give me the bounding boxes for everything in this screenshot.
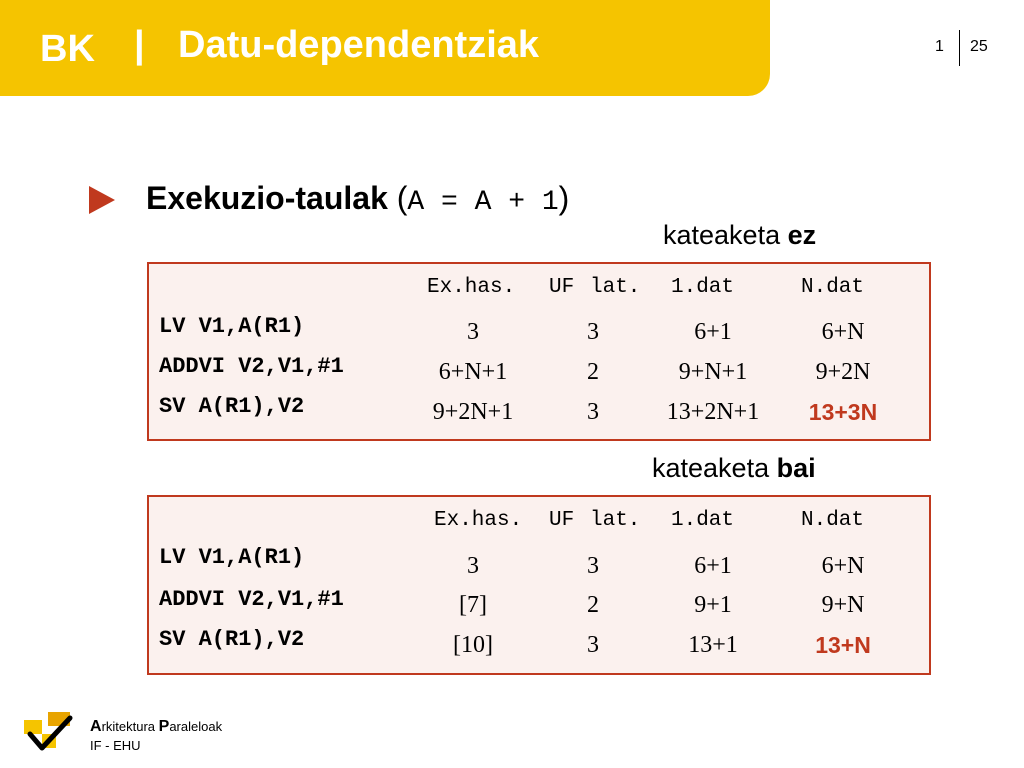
page-current: 1 [935, 38, 944, 55]
page-total: 25 [970, 38, 988, 55]
first-data-cell: 13+1 [688, 632, 738, 658]
chaining-label-yes [652, 453, 816, 484]
total-time-cell: 13+N [815, 632, 871, 658]
instruction-cell: SV A(R1),V2 [159, 394, 305, 419]
heading-title: Exekuzio-taulak [146, 180, 388, 216]
uf-cell: 3 [587, 632, 599, 658]
page-divider [959, 30, 960, 66]
execution-table-with-chaining [147, 495, 931, 675]
university-logo-icon [24, 712, 74, 754]
heading-open-paren: ( [387, 180, 408, 216]
exhas-cell: 3 [467, 553, 479, 579]
bullet-triangle-icon [89, 186, 115, 214]
slide-title: Datu-dependentziak [178, 24, 540, 66]
uf-cell: 2 [587, 359, 599, 385]
first-data-cell: 13+2N+1 [666, 399, 760, 425]
col-header-lat: lat. [590, 276, 641, 299]
uf-cell: 2 [587, 592, 599, 618]
uf-cell: 3 [587, 399, 599, 425]
instruction-cell: LV V1,A(R1) [159, 314, 305, 339]
heading-close-paren: ) [558, 180, 570, 216]
footer-institution: IF - EHU [90, 738, 141, 753]
header-short: BK [40, 28, 95, 70]
chaining-label-text: kateaketa [663, 220, 788, 250]
col-header-last-data: N.dat [801, 509, 865, 532]
chaining-label-no [663, 220, 816, 251]
exhas-cell: 6+N+1 [438, 359, 508, 385]
instruction-cell: ADDVI V2,V1,#1 [159, 587, 344, 612]
last-data-cell: 9+N [821, 592, 865, 618]
first-data-cell: 6+1 [694, 553, 732, 579]
chaining-label-text: kateaketa [652, 453, 777, 483]
uf-cell: 3 [587, 319, 599, 345]
execution-table-no-chaining [147, 262, 931, 441]
col-header-exhas: Ex.has. [434, 509, 523, 532]
chaining-value: bai [776, 453, 816, 483]
footer-course-name: Arkitektura Paraleloak [90, 718, 223, 735]
instruction-cell: LV V1,A(R1) [159, 545, 305, 570]
col-header-uf: UF [549, 276, 575, 299]
col-header-last-data: N.dat [801, 276, 865, 299]
last-data-cell: 6+N [821, 319, 865, 345]
exhas-cell: 9+2N+1 [432, 399, 514, 425]
first-data-cell: 6+1 [694, 319, 732, 345]
uf-cell: 3 [587, 553, 599, 579]
col-header-exhas: Ex.has. [427, 276, 516, 299]
last-data-cell: 9+2N [815, 359, 871, 385]
col-header-uf: UF [549, 509, 575, 532]
col-header-first-data: 1.dat [671, 509, 735, 532]
section-heading [146, 180, 569, 218]
total-time-cell: 13+3N [808, 399, 878, 425]
instruction-cell: SV A(R1),V2 [159, 627, 305, 652]
exhas-cell: [7] [459, 592, 487, 618]
chaining-value: ez [787, 220, 817, 250]
col-header-first-data: 1.dat [671, 276, 735, 299]
first-data-cell: 9+N+1 [678, 359, 748, 385]
last-data-cell: 6+N [821, 553, 865, 579]
exhas-cell: 3 [467, 319, 479, 345]
heading-formula: A = A + 1 [407, 187, 559, 218]
instruction-cell: ADDVI V2,V1,#1 [159, 354, 344, 379]
first-data-cell: 9+1 [694, 592, 732, 618]
col-header-lat: lat. [590, 509, 641, 532]
exhas-cell: [10] [453, 632, 493, 658]
header-separator: | [134, 24, 145, 66]
